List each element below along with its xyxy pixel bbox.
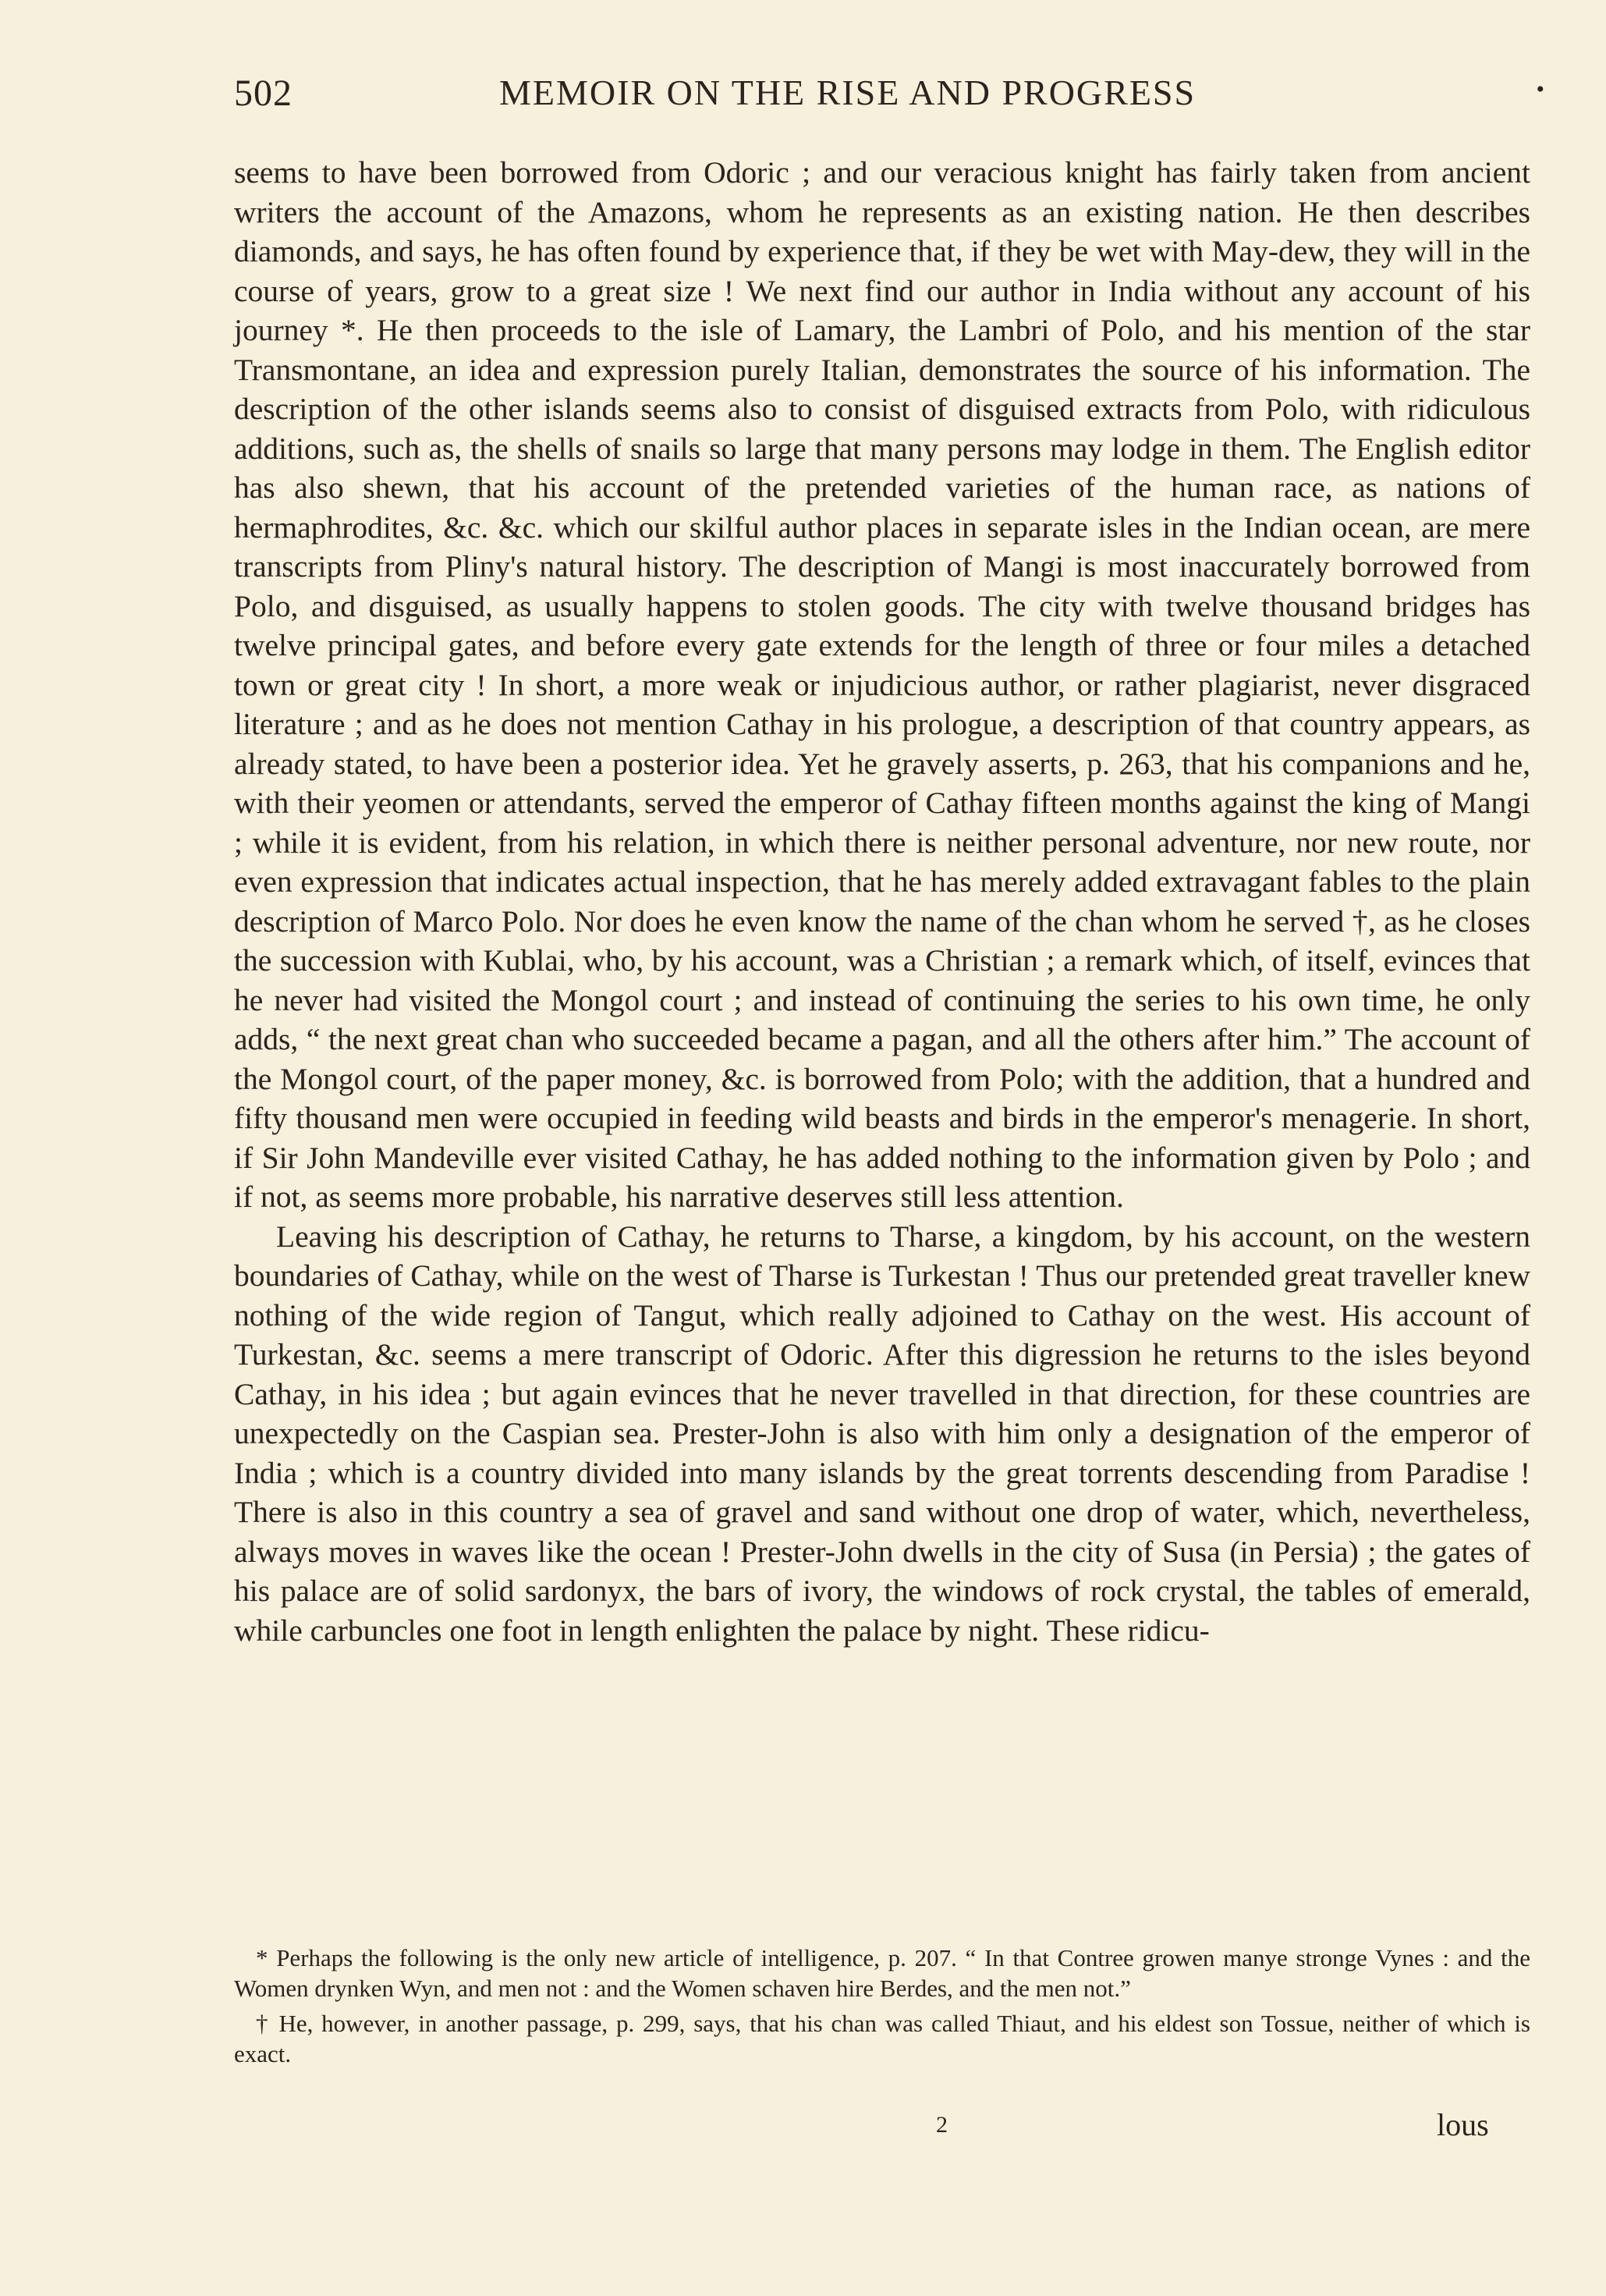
margin-mark: •	[1536, 76, 1544, 102]
footnotes	[234, 1943, 1530, 2074]
running-head: MEMOIR ON THE RISE AND PROGRESS	[499, 73, 1197, 112]
footnote: * Perhaps the following is the only new article of intelligence, p. 207. “ In that Contree growen manye stronge Vynes : and the Women drynken Wyn, and men not : and the Women schaven hire Berdes, and the men not.”	[234, 1944, 1530, 2002]
page-header	[234, 72, 1544, 126]
signature-mark: 2	[936, 2112, 948, 2138]
footnote: † He, however, in another passage, p. 299, says, that his chan was called Thiaut, and his eldest son Tossue, neither of which is exact.	[234, 2010, 1530, 2067]
main-text	[234, 153, 1530, 1650]
paragraph: seems to have been borrowed from Odoric ; and our veracious knight has fairly taken from ancient writers the account of the Amazons, whom he represents as an existing nation. He then describes diamonds, and says, he has often found by experience that, if they be wet with May-dew, they will in the course of years, grow to a great size ! We next find our author in India without any account of his journey *. He then proceeds to the isle of Lamary, the Lambri of Polo, and his mention of the star Transmontane, an idea and expression purely Italian, demonstrates the source of his information. The description of the other islands seems also to consist of disguised extracts from Polo, with ridiculous additions, such as, the shells of snails so large that many persons may lodge in them. The English editor has also shewn, that his account of the pretended varieties of the human race, as nations of hermaphrodites, &c. &c. which our skilful author places in separate isles in the Indian ocean, are mere transcripts from Pliny's natural history. The description of Mangi is most inaccurately borrowed from Polo, and disguised, as usually happens to stolen goods. The city with twelve thousand bridges has twelve principal gates, and before every gate extends for the length of three or four miles a detached town or great city ! In short, a more weak or injudicious author, or rather plagiarist, never disgraced literature ; and as he does not mention Cathay in his prologue, a description of that country appears, as already stated, to have been a posterior idea. Yet he gravely asserts, p. 263, that his companions and he, with their yeomen or attendants, served the emperor of Cathay fifteen months against the king of Mangi ; while it is evident, from his relation, in which there is neither personal adventure, nor new route, nor even expression that indicates actual inspection, that he has merely added extravagant fables to the plain description of Marco Polo. Nor does he even know the name of the chan whom he served †, as he closes the succession with Kublai, who, by his account, was a Christian ; a remark which, of itself, evinces that he never had visited the Mongol court ; and instead of continuing the series to his own time, he only adds, “ the next great chan who succeeded became a pagan, and all the others after him.” The account of the Mongol court, of the paper money, &c. is borrowed from Polo; with the addition, that a hundred and fifty thousand men were occupied in feeding wild beasts and birds in the emperor's menagerie. In short, if Sir John Mandeville ever visited Cathay, he has added nothing to the information given by Polo ; and if not, as seems more probable, his narrative deserves still less attention.	[234, 155, 1530, 1214]
page-number: 502	[234, 73, 292, 114]
paragraph: Leaving his description of Cathay, he returns to Tharse, a kingdom, by his account, on the western boundaries of Cathay, while on the west of Tharse is Turkestan ! Thus our pretended great traveller knew nothing of the wide region of Tangut, which really adjoined to Cathay on the west. His account of Turkestan, &c. seems a mere transcript of Odoric. After this digression he returns to the isles beyond Cathay, in his idea ; but again evinces that he never travelled in that direction, for these countries are unexpectedly on the Caspian sea. Prester-John is also with him only a designation of the emperor of India ; which is a country divided into many islands by the great torrents descending from Paradise ! There is also in this country a sea of gravel and sand without one drop of water, which, nevertheless, always moves in waves like the ocean ! Prester-John dwells in the city of Susa (in Persia) ; the gates of his palace are of solid sardonyx, the bars of ivory, the windows of rock crystal, the tables of emerald, while carbuncles one foot in length enlighten the palace by night. These ridicu-	[234, 1219, 1530, 1648]
catchword: lous	[1437, 2107, 1489, 2142]
